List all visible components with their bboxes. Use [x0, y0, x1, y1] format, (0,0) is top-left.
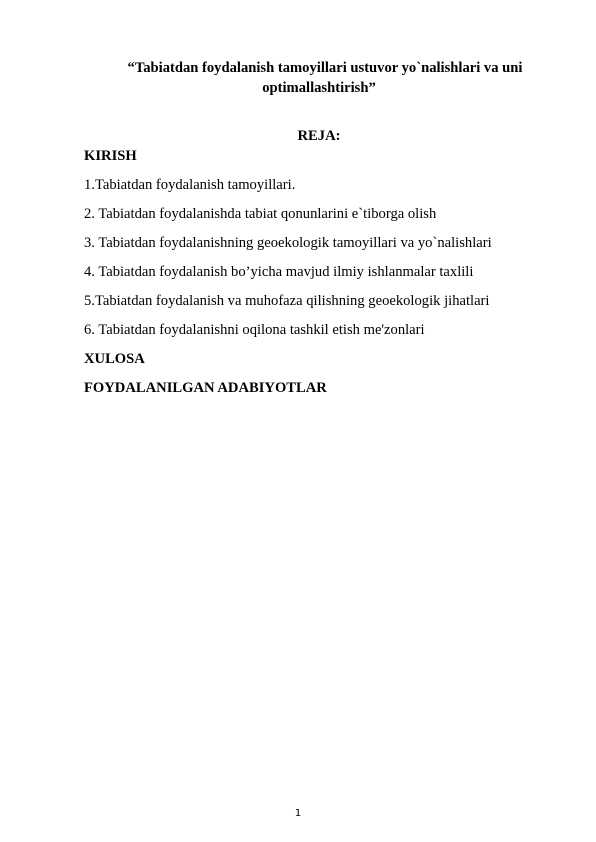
document-title — [84, 58, 554, 98]
plan-item-5: 5.Tabiatdan foydalanish va muhofaza qilishning geoekologik jihatlari — [84, 293, 490, 309]
plan-list — [84, 146, 554, 407]
document-title-line-1: “Tabiatdan foydalanish tamoyillari ustuvor yo`nalishlari va uni — [127, 60, 523, 76]
plan-heading: REJA: — [297, 128, 341, 144]
plan-item-3: 3. Tabiatdan foydalanishning geoekologik tamoyillari va yo`nalishlari — [84, 235, 492, 251]
plan-item-introduction: KIRISH — [84, 148, 137, 164]
page-number: 1 — [294, 808, 302, 819]
plan-item-4: 4. Tabiatdan foydalanish bo’yicha mavjud ilmiy ishlanmalar taxlili — [84, 264, 474, 280]
plan-item-references: FOYDALANILGAN ADABIYOTLAR — [84, 380, 327, 396]
plan-item-conclusion: XULOSA — [84, 351, 145, 367]
plan-item-2: 2. Tabiatdan foydalanishda tabiat qonunlarini e`tiborga olish — [84, 206, 437, 222]
plan-item-1: 1.Tabiatdan foydalanish tamoyillari. — [84, 177, 296, 193]
document-title-line-2: optimallashtirish” — [262, 80, 376, 96]
plan-item-6: 6. Tabiatdan foydalanishni oqilona tashkil etish me'zonlari — [84, 322, 425, 338]
